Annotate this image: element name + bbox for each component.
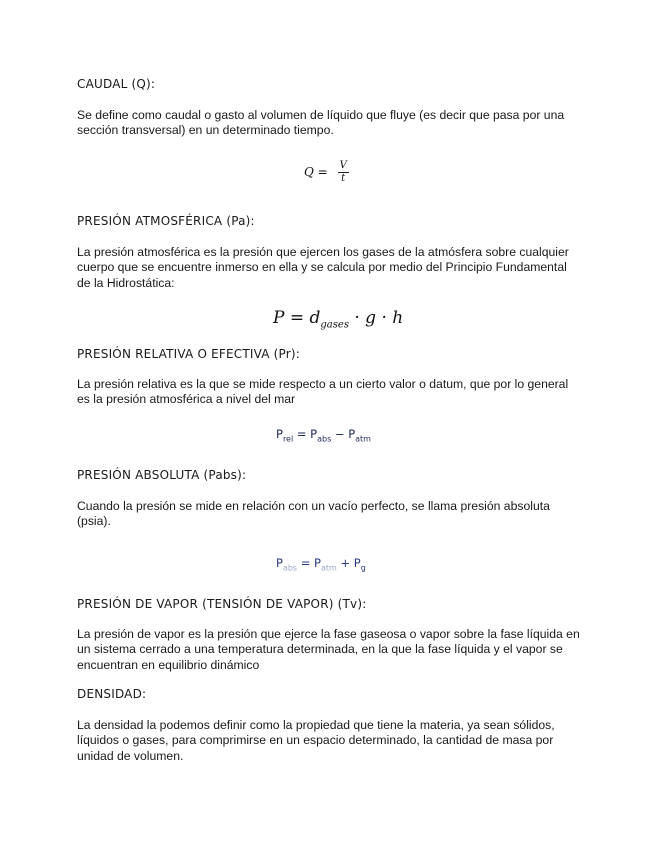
- paragraph-caudal: Se define como caudal o gasto al volumen de líquido que fluye (es decir que pasa por una sección transversal) en un determinado tiempo.: [77, 108, 565, 138]
- heading-presion-atmosferica: PRESIÓN ATMOSFÉRICA (Pa):: [77, 214, 255, 228]
- heading-densidad: DENSIDAD:: [77, 687, 147, 701]
- paragraph-presion-absoluta: Cuando la presión se mide en relación con un vacío perfecto, se llama presión absoluta (psia).: [77, 499, 550, 529]
- paragraph-presion-de-vapor: La presión de vapor es la presión que ejerce la fase gaseosa o vapor sobre la fase líquida en un sistema cerrado a una temperatura determinada, en la que la fase líquida y el vapor se encuentran en equilibrio dinámico: [77, 627, 580, 672]
- formula-caudal: Q = $\frac{V}{t}$: [304, 160, 347, 184]
- heading-presion-de-vapor: PRESIÓN DE VAPOR (TENSIÓN DE VAPOR) (Tv):: [77, 597, 367, 611]
- paragraph-presion-atmosferica: La presión atmosférica es la presión que ejercen los gases de la atmósfera sobre cualquier cuerpo que se encuentre inmerso en ella y se calcula por medio del Principio Fundamental de la Hidrostática:: [77, 245, 569, 290]
- heading-caudal: CAUDAL (Q):: [77, 77, 156, 91]
- heading-presion-absoluta: PRESIÓN ABSOLUTA (Pabs):: [77, 468, 247, 482]
- paragraph-presion-relativa: La presión relativa es la que se mide respecto a un cierto valor o datum, que por lo general es la presión atmosférica a nivel del mar: [77, 377, 569, 407]
- formula-presion-absoluta: $P_{abs} = P_{atm} + P_g$: [276, 556, 366, 573]
- heading-presion-relativa: PRESIÓN RELATIVA O EFECTIVA (Pr):: [77, 347, 301, 361]
- formula-presion-relativa: $P_{rel} = P_{abs} - P_{atm}$: [276, 427, 371, 444]
- formula-presion-atmosferica: $P = d_{gases} \cdot g \cdot h$: [273, 308, 404, 331]
- paragraph-densidad: La densidad la podemos definir como la propiedad que tiene la materia, ya sean sólidos, líquidos o gases, para comprimirse en un espacio determinado, la cantidad de masa por unidad de volumen.: [77, 718, 555, 763]
